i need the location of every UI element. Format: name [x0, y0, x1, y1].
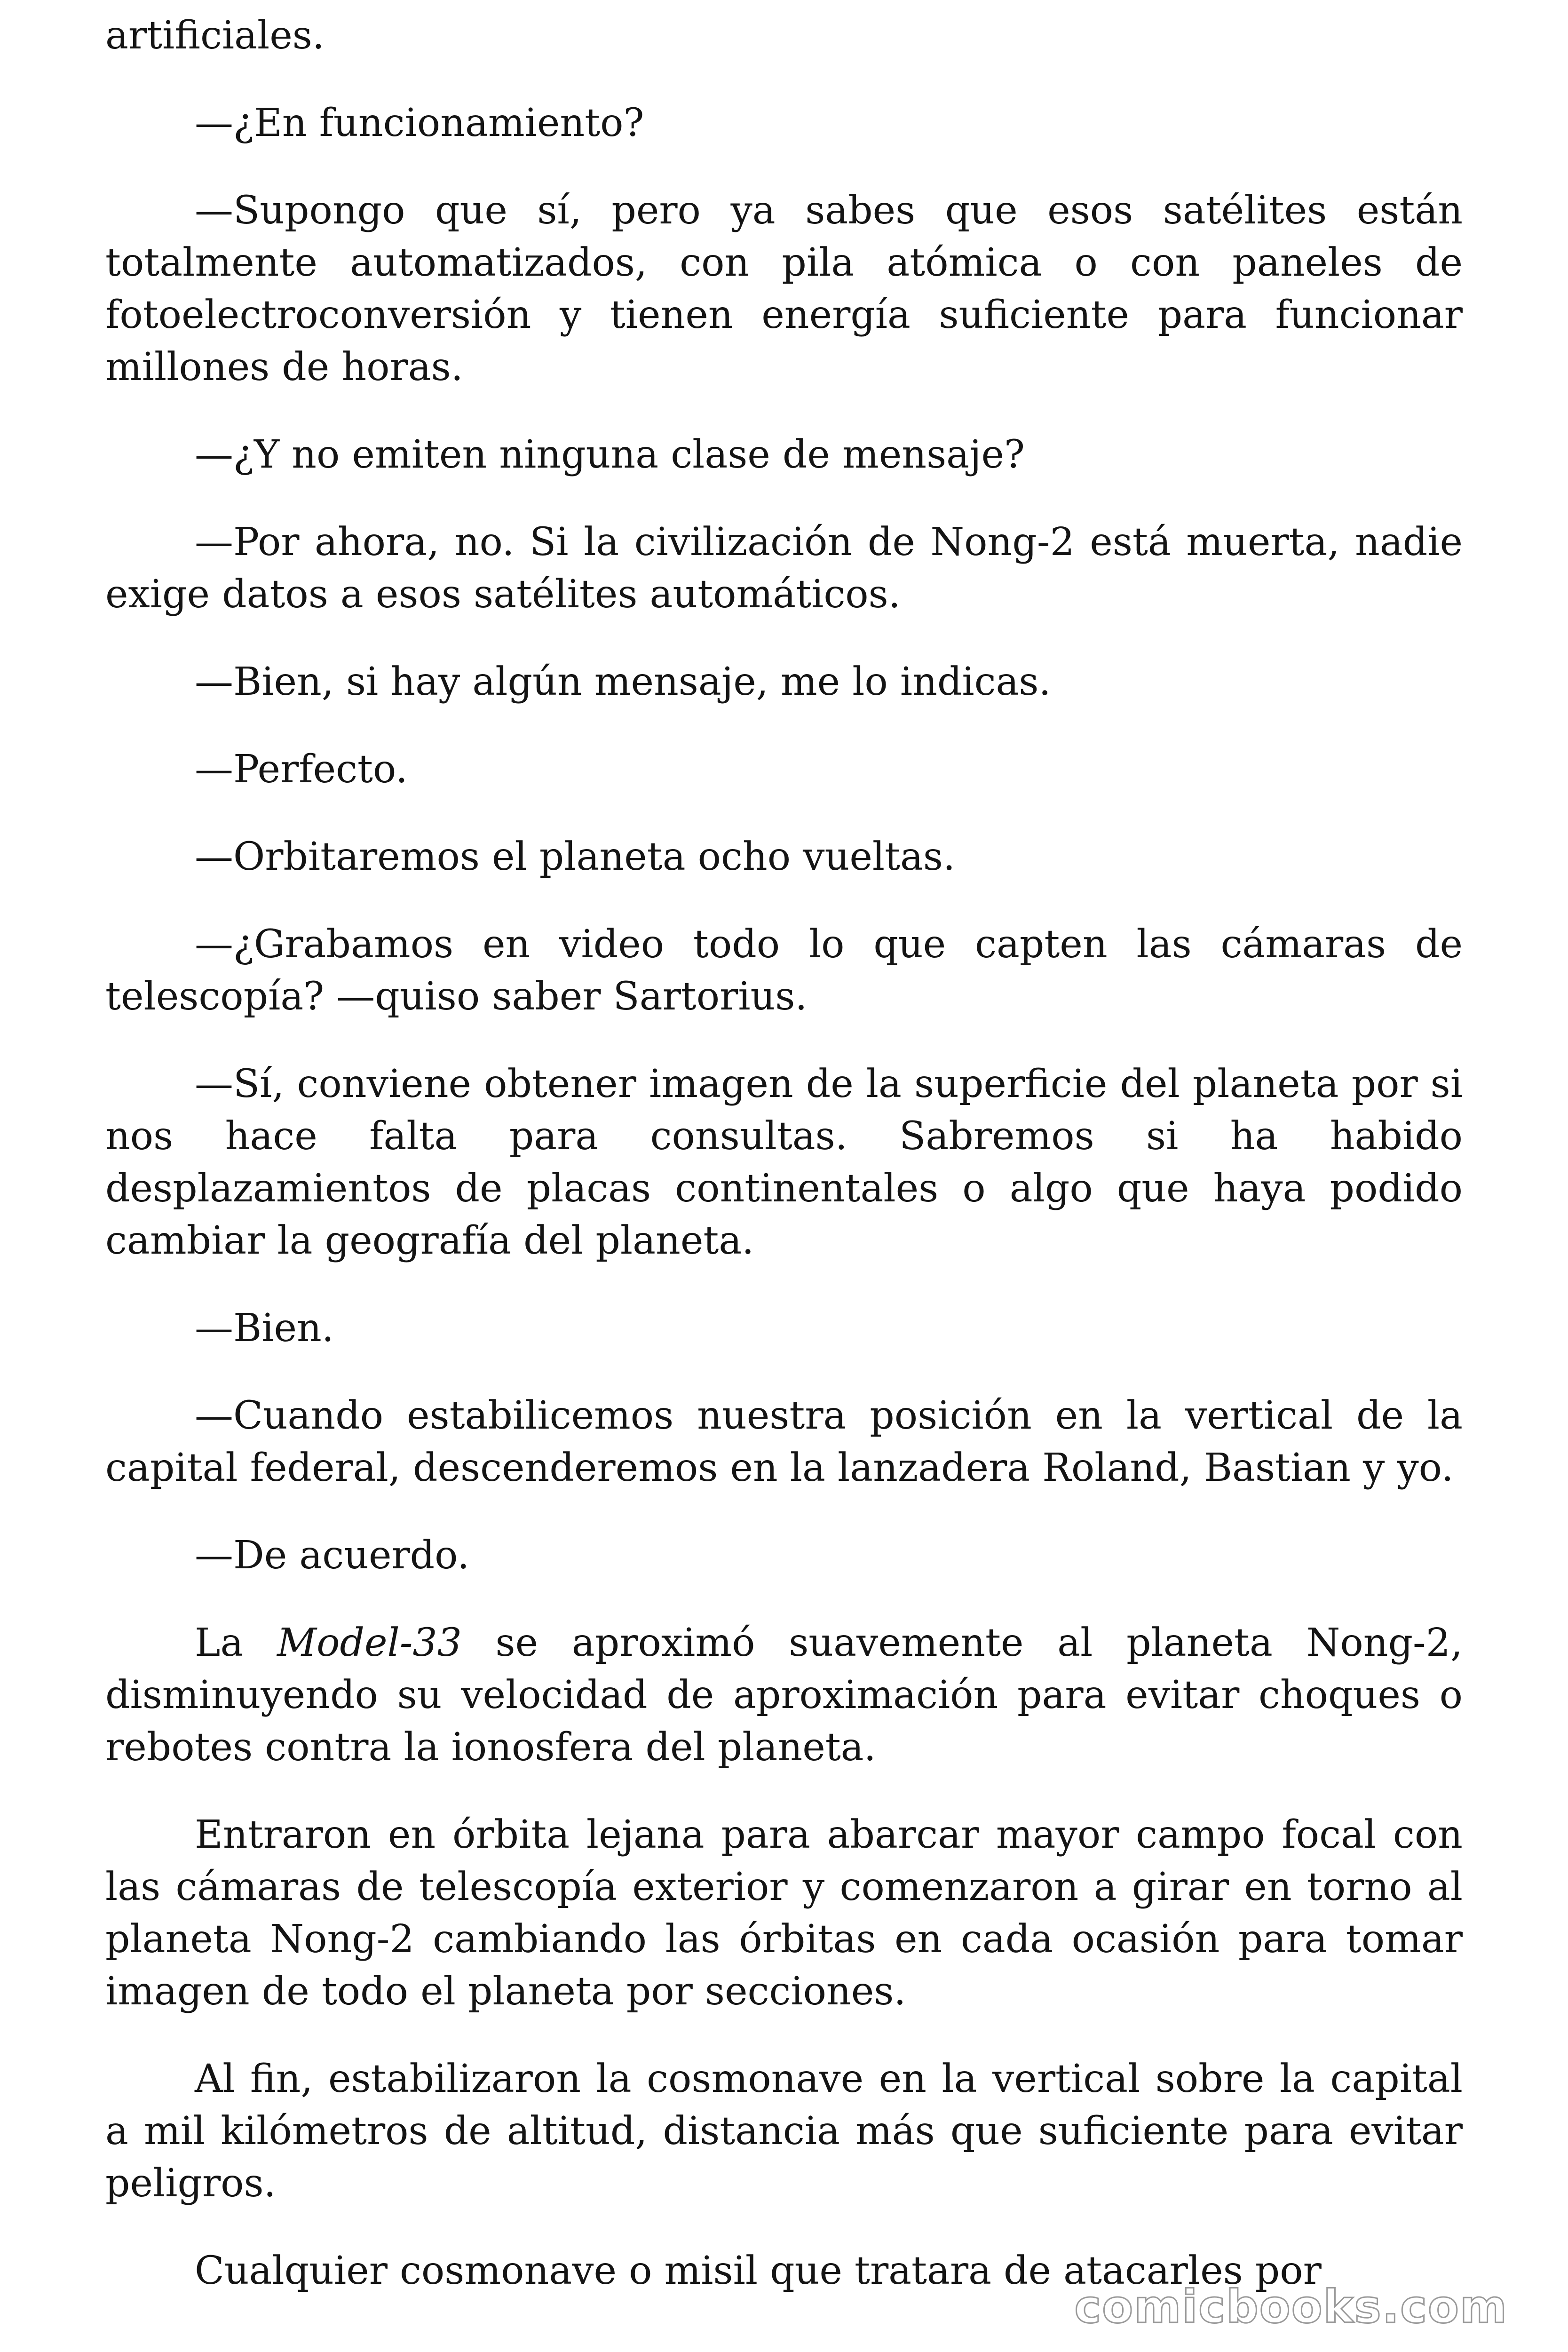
paragraph: —¿Grabamos en video todo lo que capten las cámaras de telescopía? —quiso saber Sartorius.: [105, 922, 1463, 1019]
ship-name: Model-33: [277, 1621, 462, 1665]
paragraph: —Perfecto.: [195, 747, 408, 792]
paragraph: Entraron en órbita lejana para abarcar mayor campo focal con las cámaras de telescopía exterior y comenzaron a girar en torno al planeta Nong-2 cambiando las órbitas en cada ocasión para tomar imagen de todo el planeta por secciones.: [105, 1812, 1463, 2014]
paragraph: —Sí, conviene obtener imagen de la superficie del planeta por si nos hace falta para consultas. Sabremos si ha habido desplazamientos de placas continentales o algo que haya podido cambiar la geografía del planeta.: [105, 1062, 1463, 1263]
paragraph-cut-off: Cualquier cosmonave o misil que tratara de atacarles por: [195, 2249, 1322, 2293]
paragraph: —De acuerdo.: [195, 1533, 470, 1578]
ship-paragraph-before: La: [195, 1621, 277, 1665]
paragraph: —Orbitaremos el planeta ocho vueltas.: [195, 834, 956, 879]
ship-paragraph-after: se aproximó suavemente al planeta Nong-2, disminuyendo su velocidad de aproximación para evitar choques o rebotes contra la ionosfera del planeta.: [105, 1621, 1463, 1770]
paragraph: Al fin, estabilizaron la cosmonave en la vertical sobre la capital a mil kilómetros de altitud, distancia más que suficiente para evitar peligros.: [105, 2057, 1463, 2206]
paragraph: —Supongo que sí, pero ya sabes que esos satélites están totalmente automatizados, con pila atómica o con paneles de fotoelectroconversión y tienen energía suficiente para funcionar millones de horas.: [105, 188, 1463, 389]
paragraph: —Cuando estabilicemos nuestra posición en la vertical de la capital federal, descenderemos en la lanzadera Roland, Bastian y yo.: [105, 1393, 1463, 1490]
paragraph: —¿En funcionamiento?: [195, 101, 644, 145]
paragraph: artificiales.: [105, 13, 325, 58]
paragraph: —¿Y no emiten ninguna clase de mensaje?: [195, 432, 1025, 477]
paragraph: —Bien, si hay algún mensaje, me lo indicas.: [195, 660, 1051, 704]
watermark-logo: comicbooks.com: [1074, 2280, 1508, 2333]
ship-paragraph: [105, 1617, 1463, 1773]
paragraph: —Por ahora, no. Si la civilización de Nong-2 está muerta, nadie exige datos a esos satélites automáticos.: [105, 520, 1463, 617]
paragraph: —Bien.: [195, 1306, 334, 1351]
text-body: [105, 9, 1463, 2297]
